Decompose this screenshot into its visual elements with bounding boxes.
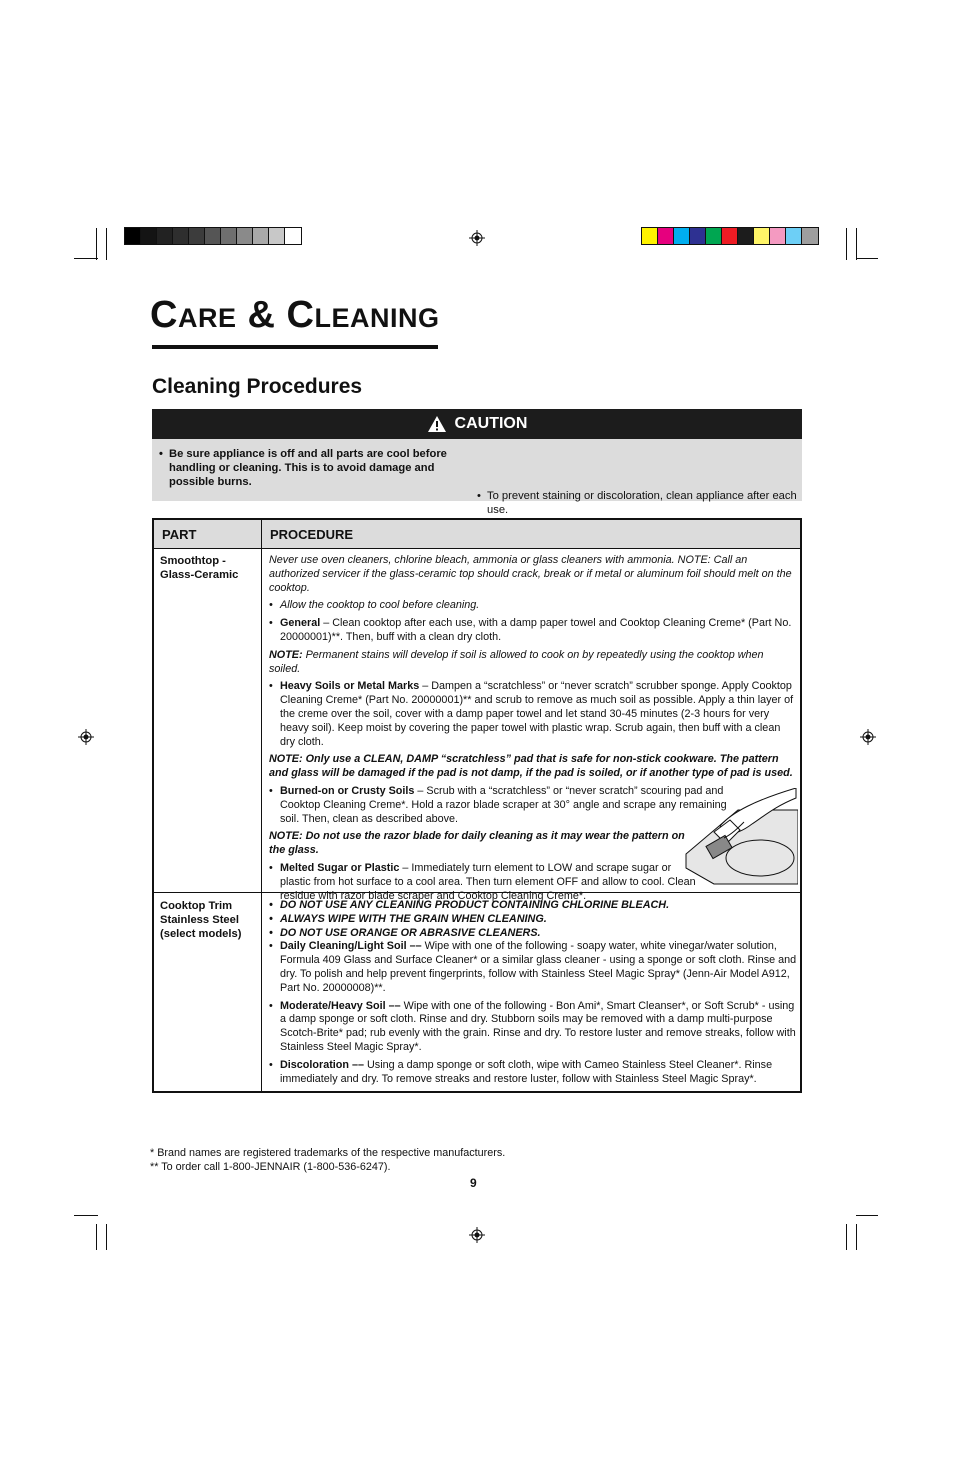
- registration-mark-icon: [78, 729, 94, 745]
- procedure-item: • Moderate/Heavy Soil –– Wipe with one of the following - Bon Ami*, Smart Cleanser*, or Soft Scrub* - using a damp sponge or soft cloth. Rinse and dry. Stubborn soils may be removed with a damp multi-purpose Scotch-Brite* pad; rub evenly with the grain. Rinse and dry. To restore luster and remove streaks, follow with Stainless Steel Magic Spray*.: [269, 1000, 797, 1055]
- column-header-procedure: PROCEDURE: [270, 527, 354, 542]
- part-label: Cooktop Trim: [160, 900, 233, 912]
- crop-mark: [856, 1224, 857, 1250]
- procedure-warning: • DO NOT USE ANY CLEANING PRODUCT CONTAINING CHLORINE BLEACH.: [269, 899, 797, 913]
- color-calibration-bar: [641, 227, 819, 245]
- cleaning-table: [152, 518, 802, 1093]
- procedure-item: • Burned-on or Crusty Soils – Scrub with a “scratchless” or “never scratch” scouring pad and Cooktop Cleaning Creme*. Hold a razor blade scraper at 30° angle and scrape any remaining soil. Then, clean as described above.: [269, 785, 740, 826]
- color-swatch: [205, 228, 221, 244]
- color-swatch: [189, 228, 205, 244]
- footnote: * Brand names are registered trademarks of the respective manufacturers.: [150, 1147, 506, 1159]
- warning-icon: [427, 415, 447, 433]
- procedure-cooktop-trim: [269, 899, 797, 1090]
- color-swatch: [706, 228, 722, 244]
- procedure-item: • Discoloration –– Using a damp sponge or soft cloth, wipe with Cameo Stainless Steel Cleaner*. Rinse immediately and dry. To remove streaks and restore luster, follow with Stainless Steel Magic Spray*.: [269, 1059, 797, 1087]
- crop-mark: [96, 228, 97, 260]
- color-swatch: [722, 228, 738, 244]
- color-swatch: [125, 228, 141, 244]
- crop-mark: [846, 228, 847, 260]
- crop-mark: [74, 258, 98, 259]
- column-header-part: PART: [162, 527, 197, 542]
- crop-mark: [96, 1224, 97, 1250]
- color-swatch: [754, 228, 770, 244]
- registration-mark-icon: [860, 729, 876, 745]
- color-swatch: [173, 228, 189, 244]
- caution-label: CAUTION: [454, 415, 528, 432]
- crop-mark: [856, 258, 878, 259]
- color-swatch: [141, 228, 157, 244]
- procedure-warning: • DO NOT USE ORANGE OR ABRASIVE CLEANERS.: [269, 927, 797, 941]
- registration-mark-icon: [469, 1227, 485, 1243]
- crop-mark: [856, 1215, 878, 1216]
- color-swatch: [786, 228, 802, 244]
- procedure-note: NOTE: Only use a CLEAN, DAMP “scratchless” pad that is safe for non-stick cookware. The pattern and glass will be damaged if the pad is not damp, if the pad is soiled, or if another type of pad is used.: [269, 753, 793, 780]
- procedure-item: • Daily Cleaning/Light Soil –– Wipe with one of the following - soapy water, white vinegar/water solution, Formula 409 Glass and Surface Cleaner* or a similar glass cleaner - using a sponge or soft cloth. Rinse and dry. To polish and help prevent fingerprints, follow with Stainless Steel Magic Spray* (Jenn-Air Model A912, Part No. 20000008)**.: [269, 940, 797, 995]
- crop-mark: [74, 1215, 98, 1216]
- procedure-intro: Never use oven cleaners, chlorine bleach, ammonia or glass cleaners with ammonia. NOTE: Call an authorized servicer if the glass-ceramic top should crack, break or if metal or aluminum foil should melt on the cooktop.: [269, 554, 792, 594]
- procedure-note: NOTE: Do not use the razor blade for daily cleaning as it may wear the pattern on the glass.: [269, 830, 685, 857]
- procedure-item: • Melted Sugar or Plastic – Immediately turn element to LOW and scrape sugar or plastic from hot surface to a cool area. Then turn element OFF and allow to cool. Clean residue with razor blade scraper and Cooktop Cleaning Creme*.: [269, 862, 700, 903]
- caution-box: [152, 439, 802, 516]
- razor-scraper-illustration: [680, 788, 798, 890]
- crop-mark: [106, 228, 107, 260]
- registration-mark-icon: [469, 230, 485, 246]
- procedure-warning: • ALWAYS WIPE WITH THE GRAIN WHEN CLEANING.: [269, 913, 797, 927]
- color-swatch: [802, 228, 818, 244]
- color-swatch: [269, 228, 285, 244]
- caution-item: • To prevent staining or discoloration, clean appliance after each use.: [475, 489, 797, 517]
- color-swatch: [285, 228, 301, 244]
- procedure-item: • Heavy Soils or Metal Marks – Dampen a “scratchless” or “never scratch” scrubber sponge. Apply Cooktop Cleaning Creme* (Part No. 20000001)** and scrub to remove as much soil as possible. Apply a thin layer of the creme over the soil, cover with a damp paper towel and let stand 30-45 minutes (2-3 hours for very heavy soil). Keep moist by covering the paper towel with plastic wrap. Scrub again, then buff with a clean dry cloth.: [269, 680, 797, 749]
- color-swatch: [658, 228, 674, 244]
- footnote: ** To order call 1-800-JENNAIR (1-800-536-6247).: [150, 1161, 391, 1173]
- caution-header: [152, 409, 802, 439]
- part-smoothtop: [160, 554, 238, 582]
- caution-item: • Be sure appliance is off and all parts are cool before handling or cleaning. This is to avoid damage and possible burns.: [157, 447, 469, 489]
- part-label: Stainless Steel: [160, 914, 239, 926]
- page-number: 9: [470, 1176, 477, 1190]
- color-swatch: [237, 228, 253, 244]
- crop-mark: [856, 228, 857, 260]
- color-swatch: [157, 228, 173, 244]
- procedure-item: • Allow the cooktop to cool before cleaning.: [269, 599, 797, 613]
- part-label: Glass-Ceramic: [160, 569, 239, 581]
- procedure-item: • General – Clean cooktop after each use, with a damp paper towel and Cooktop Cleaning Creme* (Part No. 20000001)**. Then, buff with a clean dry cloth.: [269, 617, 797, 645]
- title-underline: [152, 345, 438, 349]
- color-swatch: [221, 228, 237, 244]
- color-swatch: [674, 228, 690, 244]
- color-swatch: [642, 228, 658, 244]
- page-title: CARE & CLEANING: [150, 294, 440, 336]
- part-label: (select models): [160, 928, 242, 940]
- table-header: [154, 520, 800, 549]
- crop-mark: [106, 1224, 107, 1250]
- section-heading: Cleaning Procedures: [152, 375, 363, 398]
- part-cooktop-trim: [160, 899, 241, 941]
- grayscale-calibration-bar: [124, 227, 302, 245]
- color-swatch: [253, 228, 269, 244]
- procedure-note: NOTE: Permanent stains will develop if soil is allowed to cook on by repeatedly using the cooktop when soiled.: [269, 648, 764, 675]
- part-label: Smoothtop -: [160, 555, 226, 567]
- crop-mark: [846, 1224, 847, 1250]
- color-swatch: [690, 228, 706, 244]
- column-divider: [261, 520, 262, 1091]
- color-swatch: [770, 228, 786, 244]
- color-swatch: [738, 228, 754, 244]
